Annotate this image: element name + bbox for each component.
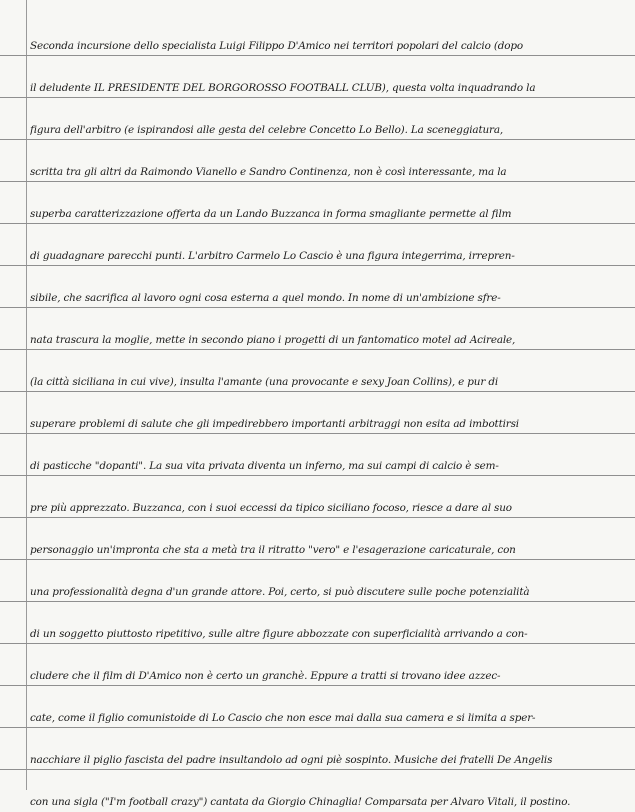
text-line: cate, come il figlio comunistoide di Lo Cascio che non esce mai dalla sua camera e si limita a sper- [30,712,536,724]
text-line: con una sigla ("I'm football crazy") cantata da Giorgio Chinaglia! Comparsata per Alvaro Vitali, il postino. [30,796,571,808]
text-line: superba caratterizzazione offerta da un Lando Buzzanca in forma smagliante permette al film [30,208,512,220]
margin-line [26,0,27,790]
text-line: una professionalità degna d'un grande attore. Poi, certo, si può discutere sulle poche potenzialità [30,586,530,598]
text-line: personaggio un'impronta che sta a metà tra il ritratto "vero" e l'esagerazione caricaturale, con [30,544,516,556]
text-line: di guadagnare parecchi punti. L'arbitro Carmelo Lo Cascio è una figura integerrima, irrepren- [30,250,515,262]
text-line: Seconda incursione dello specialista Luigi Filippo D'Amico nei territori popolari del calcio (dopo [30,40,523,52]
text-line: nacchiare il piglio fascista del padre insultandolo ad ogni piè sospinto. Musiche dei fratelli De Angelis [30,754,553,766]
text-line: pre più apprezzato. Buzzanca, con i suoi eccessi da tipico siciliano focoso, riesce a dare al suo [30,502,512,514]
text-line: il deludente IL PRESIDENTE DEL BORGOROSSO FOOTBALL CLUB), questa volta inquadrando la [30,82,536,94]
text-line: di pasticche "dopanti". La sua vita privata diventa un inferno, ma sui campi di calcio è sem- [30,460,499,472]
text-line: figura dell'arbitro (e ispirandosi alle gesta del celebre Concetto Lo Bello). La sceneggiatura, [30,124,504,136]
text-line: cludere che il film di D'Amico non è certo un granchè. Eppure a tratti si trovano idee azzec- [30,670,501,682]
text-line: nata trascura la moglie, mette in secondo piano i progetti di un fantomatico motel ad Acireale, [30,334,516,346]
text-line: superare problemi di salute che gli impedirebbero importanti arbitraggi non esita ad imbottirsi [30,418,519,430]
text-line: (la città siciliana in cui vive), insulta l'amante (una provocante e sexy Joan Collins), e pur di [30,376,498,388]
text-line: scritta tra gli altri da Raimondo Vianello e Sandro Continenza, non è così interessante, ma la [30,166,507,178]
text-line: sibile, che sacrifica al lavoro ogni cosa esterna a quel mondo. In nome di un'ambizione sfre- [30,292,501,304]
text-line: di un soggetto piuttosto ripetitivo, sulle altre figure abbozzate con superficialità arrivando a con- [30,628,528,640]
